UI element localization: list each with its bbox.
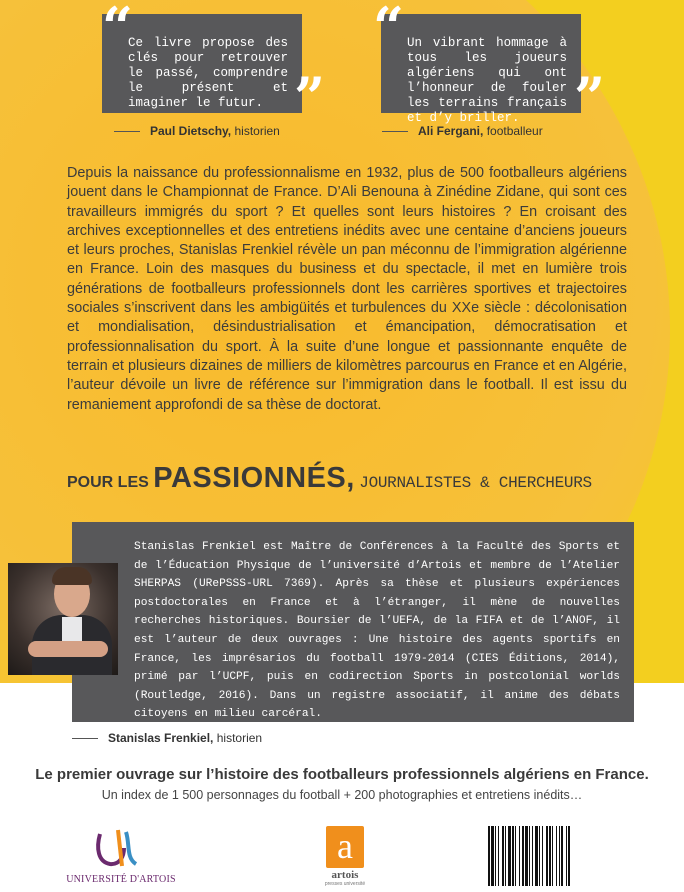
book-description: Depuis la naissance du professionnalisme en 1932, plus de 500 footballeurs algériens jouent dans le Championnat de France. D’Ali Benouna à Zinédine Zidane, qui sont ces travailleurs immigrés du sport ? Et quelles sont leurs histoires ? En croisant des archives exceptionnelles et des entretiens inédits avec une centaine d’anciens joueurs et leurs proches, Stanislas Frenkiel révèle un pan méconnu de l’immigration algérienne en France. Loin des masques du business et du spectacle, il met en lumière trois générations de footballeurs professionnels dont les carrières sportives et trajectoires sociales s’inscrivent dans les ambigüités et turbulences du XXe siècle : décolonisation et mondialisation, désindustrialisation et émancipation, démocratisation et professionnalisation du sport. À la suite d’une longue et passionnante enquête de terrain et plusieurs dizaines de milliers de kilomètres parcourus en France et en Algérie, l’auteur dévoile un livre de référence sur l’immigration dans le football. Il est issu du remaniement approfondi de sa thèse de doctorat. — [67, 165, 627, 413]
barcode-bar — [488, 826, 490, 886]
open-quote-icon: “ — [373, 0, 405, 59]
quote-box-2 — [381, 14, 581, 125]
tagline — [67, 462, 592, 495]
bio-author: Stanislas Frenkiel, — [108, 731, 214, 745]
tagline-prefix: POUR LES — [67, 474, 149, 491]
barcode-bar — [505, 826, 506, 886]
quote-attribution-1 — [114, 124, 280, 138]
barcode-bar — [535, 826, 538, 886]
barcode-bar — [556, 826, 557, 886]
barcode-bar — [532, 826, 533, 886]
university-name: UNIVERSITÉ D'ARTOIS — [66, 874, 176, 885]
barcode-bar — [566, 826, 567, 886]
barcode-bar — [491, 826, 494, 886]
barcode-bar — [508, 826, 511, 886]
barcode — [484, 826, 632, 886]
barcode-bar — [546, 826, 548, 886]
quote-role: historien — [234, 124, 280, 138]
footer-title: Le premier ouvrage sur l’histoire des footballeurs professionnels algériens en France. — [35, 766, 649, 783]
press-logo-letter: a — [326, 826, 364, 868]
university-logo — [66, 826, 176, 886]
divider — [382, 131, 408, 132]
divider — [114, 131, 140, 132]
close-quote-icon: ” — [294, 65, 326, 129]
barcode-bar — [561, 826, 563, 886]
barcode-bar — [495, 826, 496, 886]
barcode-bar — [542, 826, 543, 886]
quote-author: Ali Fergani, — [418, 124, 484, 138]
close-quote-icon: ” — [574, 65, 606, 129]
quote-attribution-2 — [382, 124, 543, 138]
author-photo — [8, 563, 118, 675]
university-logo-mark — [66, 826, 176, 874]
quote-text: Un vibrant hommage à tous les joueurs algériens qui ont l’honneur de fouler les terrains français et d’y briller. — [407, 36, 567, 125]
author-bio-text: Stanislas Frenkiel est Maître de Conférences à la Faculté des Sports et de l’Éducation Physique de l’université d’Artois et membre de l’Atelier SHERPAS (URePSSS-URL 7369). Après sa thèse et plusieurs expériences postdoctorales en France et à l’étranger, il mène de nouvelles recherches historiques. Boursier de l’UEFA, de la FIFA et de l’ANOF, il est l’auteur de deux ouvrages : Une histoire des agents sportifs en France, les imprésarios du football 1979-2014 (CIES Éditions, 2014), primé par l’UCPF, puis en codirection Sports in postcolonial worlds (Routledge, 2016). Dans un registre associatif, il anime des débats citoyens en milieu carcéral. — [134, 541, 620, 721]
barcode-bar — [549, 826, 551, 886]
author-bio-box — [72, 522, 634, 722]
open-quote-icon: “ — [102, 0, 134, 59]
footer-subtitle: Un index de 1 500 personnages du football + 200 photographies et entretiens inédits… — [101, 788, 583, 802]
quote-text: Ce livre propose des clés pour retrouver le passé, comprendre le présent et imaginer le futur. — [128, 36, 288, 110]
barcode-bar — [529, 826, 530, 886]
press-subtitle: presses université — [324, 881, 366, 887]
barcode-bar — [522, 826, 524, 886]
quote-role: footballeur — [486, 124, 543, 138]
tagline-highlight: PASSIONNÉS, — [153, 462, 355, 494]
divider — [72, 738, 98, 739]
artois-press-logo — [326, 826, 366, 886]
barcode-bar — [525, 826, 528, 886]
bio-attribution — [72, 731, 262, 745]
barcode-bar — [515, 826, 516, 886]
press-name: artois — [331, 869, 359, 881]
barcode-bars — [484, 826, 632, 886]
barcode-bar — [539, 826, 540, 886]
barcode-bar — [512, 826, 514, 886]
barcode-bar — [498, 826, 499, 886]
quote-author: Paul Dietschy, — [150, 124, 232, 138]
barcode-bar — [502, 826, 504, 886]
tagline-suffix: JOURNALISTES & CHERCHEURS — [359, 474, 592, 492]
barcode-bar — [519, 826, 520, 886]
bio-role: historien — [216, 731, 263, 745]
barcode-bar — [568, 826, 570, 886]
barcode-bar — [559, 826, 560, 886]
barcode-bar — [552, 826, 553, 886]
